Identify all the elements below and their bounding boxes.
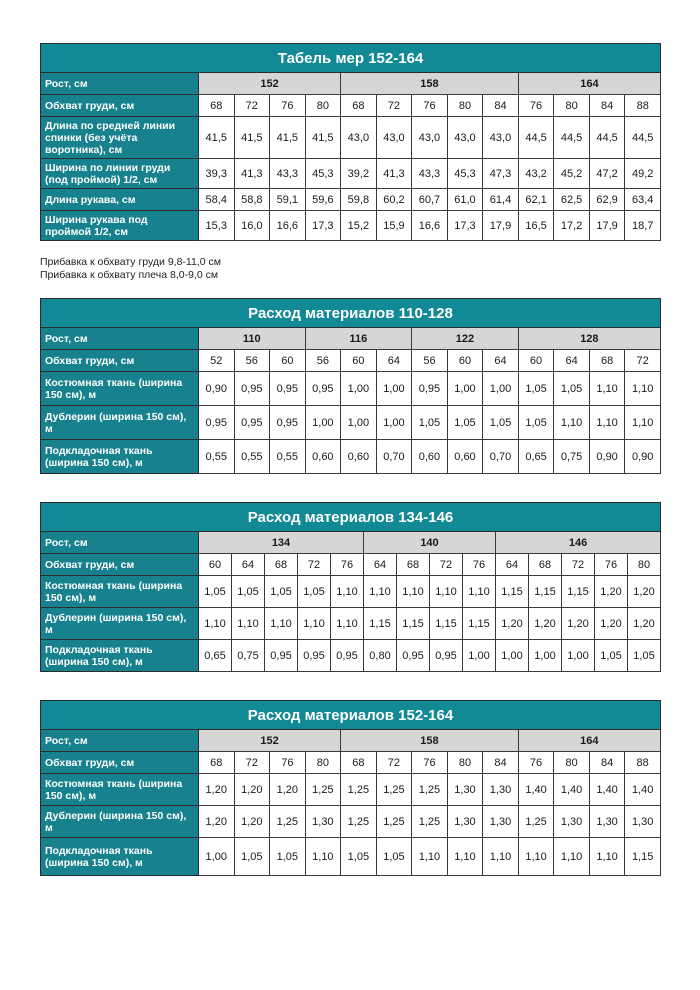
data-row bbox=[41, 211, 661, 241]
cell-value: 1,10 bbox=[625, 406, 661, 440]
table-materials-152-164 bbox=[40, 700, 661, 876]
cell-value: 1,30 bbox=[554, 806, 590, 838]
cell-value: 1,00 bbox=[199, 838, 235, 876]
cell-value: 41,5 bbox=[270, 117, 306, 159]
chest-value: 80 bbox=[305, 752, 341, 774]
chest-value: 68 bbox=[265, 554, 298, 576]
cell-value: 1,25 bbox=[412, 774, 448, 806]
cell-value: 41,5 bbox=[305, 117, 341, 159]
chest-value: 68 bbox=[397, 554, 430, 576]
chest-value: 80 bbox=[554, 95, 590, 117]
cell-value: 1,25 bbox=[376, 806, 412, 838]
title-row bbox=[41, 701, 661, 730]
cell-value: 1,05 bbox=[270, 838, 306, 876]
data-row bbox=[41, 117, 661, 159]
row-label: Дублерин (ширина 150 см), м bbox=[41, 806, 199, 838]
cell-value: 43,0 bbox=[483, 117, 519, 159]
cell-value: 0,95 bbox=[298, 640, 331, 672]
height-group-164: 164 bbox=[518, 73, 660, 95]
note-shoulder-ease: Прибавка к обхвату плеча 8,0-9,0 см bbox=[40, 269, 219, 281]
cell-value: 44,5 bbox=[589, 117, 625, 159]
cell-value: 16,0 bbox=[234, 211, 270, 241]
cell-value: 59,6 bbox=[305, 189, 341, 211]
table-materials-110-128 bbox=[40, 298, 661, 474]
chest-label: Обхват груди, см bbox=[41, 350, 199, 372]
cell-value: 17,2 bbox=[554, 211, 590, 241]
height-group-110: 110 bbox=[199, 328, 306, 350]
cell-value: 1,25 bbox=[341, 774, 377, 806]
cell-value: 1,25 bbox=[412, 806, 448, 838]
cell-value: 45,3 bbox=[447, 159, 483, 189]
cell-value: 0,90 bbox=[589, 440, 625, 474]
cell-value: 0,60 bbox=[447, 440, 483, 474]
cell-value: 1,05 bbox=[298, 576, 331, 608]
chest-value: 60 bbox=[447, 350, 483, 372]
cell-value: 16,6 bbox=[270, 211, 306, 241]
chest-value: 72 bbox=[562, 554, 595, 576]
title-row bbox=[41, 299, 661, 328]
cell-value: 0,55 bbox=[199, 440, 235, 474]
cell-value: 16,5 bbox=[518, 211, 554, 241]
chest-value: 76 bbox=[412, 752, 448, 774]
chest-value: 76 bbox=[463, 554, 496, 576]
note-chest-ease: Прибавка к обхвату груди 9,8-11,0 см bbox=[40, 256, 221, 268]
cell-value: 17,3 bbox=[305, 211, 341, 241]
cell-value: 0,65 bbox=[518, 440, 554, 474]
cell-value: 63,4 bbox=[625, 189, 661, 211]
cell-value: 43,0 bbox=[447, 117, 483, 159]
cell-value: 1,25 bbox=[518, 806, 554, 838]
cell-value: 1,15 bbox=[625, 838, 661, 876]
height-group-164: 164 bbox=[518, 730, 660, 752]
cell-value: 1,05 bbox=[232, 576, 265, 608]
cell-value: 1,10 bbox=[305, 838, 341, 876]
height-label: Рост, см bbox=[41, 328, 199, 350]
cell-value: 43,3 bbox=[270, 159, 306, 189]
cell-value: 1,15 bbox=[364, 608, 397, 640]
height-row bbox=[41, 532, 661, 554]
cell-value: 1,10 bbox=[589, 838, 625, 876]
data-row bbox=[41, 440, 661, 474]
chest-row bbox=[41, 95, 661, 117]
materials-110-128-block bbox=[40, 298, 660, 474]
chest-value: 80 bbox=[628, 554, 661, 576]
chest-label: Обхват груди, см bbox=[41, 95, 199, 117]
cell-value: 1,10 bbox=[554, 838, 590, 876]
chest-value: 72 bbox=[625, 350, 661, 372]
chest-value: 56 bbox=[412, 350, 448, 372]
height-label: Рост, см bbox=[41, 73, 199, 95]
data-row bbox=[41, 640, 661, 672]
height-group-140: 140 bbox=[364, 532, 496, 554]
cell-value: 1,10 bbox=[331, 576, 364, 608]
cell-value: 58,8 bbox=[234, 189, 270, 211]
cell-value: 1,05 bbox=[483, 406, 519, 440]
row-label: Подкладочная ткань (ширина 150 см), м bbox=[41, 640, 199, 672]
row-label: Ширина рукава под проймой 1/2, см bbox=[41, 211, 199, 241]
chest-value: 68 bbox=[589, 350, 625, 372]
chest-value: 80 bbox=[447, 95, 483, 117]
chest-value: 68 bbox=[529, 554, 562, 576]
cell-value: 1,05 bbox=[265, 576, 298, 608]
cell-value: 62,5 bbox=[554, 189, 590, 211]
chest-value: 64 bbox=[376, 350, 412, 372]
cell-value: 0,95 bbox=[265, 640, 298, 672]
cell-value: 44,5 bbox=[625, 117, 661, 159]
cell-value: 59,1 bbox=[270, 189, 306, 211]
chest-value: 76 bbox=[412, 95, 448, 117]
cell-value: 47,2 bbox=[589, 159, 625, 189]
cell-value: 43,0 bbox=[341, 117, 377, 159]
chest-value: 76 bbox=[518, 95, 554, 117]
row-label: Костюмная ткань (ширина 150 см), м bbox=[41, 576, 199, 608]
data-row bbox=[41, 159, 661, 189]
materials-152-164-block bbox=[40, 700, 660, 876]
cell-value: 1,25 bbox=[376, 774, 412, 806]
data-row bbox=[41, 806, 661, 838]
cell-value: 1,00 bbox=[447, 372, 483, 406]
chest-value: 72 bbox=[430, 554, 463, 576]
chest-value: 64 bbox=[364, 554, 397, 576]
cell-value: 0,75 bbox=[232, 640, 265, 672]
cell-value: 0,60 bbox=[412, 440, 448, 474]
data-row bbox=[41, 774, 661, 806]
height-row bbox=[41, 73, 661, 95]
row-label: Ширина по линии груди (под проймой) 1/2, см bbox=[41, 159, 199, 189]
data-row bbox=[41, 372, 661, 406]
cell-value: 1,10 bbox=[298, 608, 331, 640]
materials-134-146-block bbox=[40, 502, 660, 672]
cell-value: 1,10 bbox=[447, 838, 483, 876]
height-group-122: 122 bbox=[412, 328, 519, 350]
height-group-158: 158 bbox=[341, 730, 519, 752]
chest-value: 52 bbox=[199, 350, 235, 372]
cell-value: 1,20 bbox=[529, 608, 562, 640]
cell-value: 1,20 bbox=[562, 608, 595, 640]
table-title: Табель мер 152-164 bbox=[41, 44, 661, 73]
height-label: Рост, см bbox=[41, 730, 199, 752]
measurements-table-block bbox=[40, 43, 660, 241]
cell-value: 1,00 bbox=[341, 372, 377, 406]
cell-value: 17,9 bbox=[483, 211, 519, 241]
cell-value: 41,3 bbox=[376, 159, 412, 189]
cell-value: 1,00 bbox=[376, 406, 412, 440]
chest-value: 64 bbox=[232, 554, 265, 576]
chest-value: 68 bbox=[199, 95, 235, 117]
cell-value: 0,55 bbox=[234, 440, 270, 474]
cell-value: 0,55 bbox=[270, 440, 306, 474]
chest-value: 60 bbox=[270, 350, 306, 372]
cell-value: 0,95 bbox=[331, 640, 364, 672]
chest-value: 84 bbox=[589, 752, 625, 774]
cell-value: 0,60 bbox=[341, 440, 377, 474]
chest-value: 68 bbox=[341, 95, 377, 117]
title-row bbox=[41, 503, 661, 532]
height-group-152: 152 bbox=[199, 73, 341, 95]
height-group-128: 128 bbox=[518, 328, 660, 350]
chest-value: 60 bbox=[199, 554, 232, 576]
cell-value: 1,20 bbox=[496, 608, 529, 640]
cell-value: 1,10 bbox=[483, 838, 519, 876]
cell-value: 58,4 bbox=[199, 189, 235, 211]
cell-value: 1,20 bbox=[199, 806, 235, 838]
cell-value: 1,05 bbox=[341, 838, 377, 876]
cell-value: 1,05 bbox=[595, 640, 628, 672]
height-row bbox=[41, 328, 661, 350]
row-label: Дублерин (ширина 150 см), м bbox=[41, 406, 199, 440]
height-group-134: 134 bbox=[199, 532, 364, 554]
cell-value: 15,3 bbox=[199, 211, 235, 241]
data-row bbox=[41, 838, 661, 876]
cell-value: 0,60 bbox=[305, 440, 341, 474]
chest-value: 80 bbox=[554, 752, 590, 774]
cell-value: 1,15 bbox=[562, 576, 595, 608]
height-group-116: 116 bbox=[305, 328, 412, 350]
cell-value: 1,05 bbox=[412, 406, 448, 440]
chest-value: 84 bbox=[483, 752, 519, 774]
cell-value: 0,95 bbox=[305, 372, 341, 406]
cell-value: 0,95 bbox=[397, 640, 430, 672]
cell-value: 1,30 bbox=[447, 774, 483, 806]
cell-value: 1,10 bbox=[463, 576, 496, 608]
cell-value: 1,30 bbox=[483, 774, 519, 806]
cell-value: 0,95 bbox=[234, 406, 270, 440]
cell-value: 1,10 bbox=[625, 372, 661, 406]
data-row bbox=[41, 608, 661, 640]
height-label: Рост, см bbox=[41, 532, 199, 554]
height-group-146: 146 bbox=[496, 532, 661, 554]
row-label: Костюмная ткань (ширина 150 см), м bbox=[41, 774, 199, 806]
cell-value: 1,10 bbox=[199, 608, 232, 640]
cell-value: 1,15 bbox=[496, 576, 529, 608]
cell-value: 1,05 bbox=[234, 838, 270, 876]
table-measurements-152-164 bbox=[40, 43, 661, 241]
cell-value: 41,3 bbox=[234, 159, 270, 189]
cell-value: 16,6 bbox=[412, 211, 448, 241]
cell-value: 0,90 bbox=[199, 372, 235, 406]
chest-value: 60 bbox=[341, 350, 377, 372]
chest-value: 72 bbox=[234, 95, 270, 117]
cell-value: 1,20 bbox=[628, 608, 661, 640]
cell-value: 62,1 bbox=[518, 189, 554, 211]
cell-value: 1,10 bbox=[265, 608, 298, 640]
cell-value: 0,95 bbox=[430, 640, 463, 672]
cell-value: 1,10 bbox=[364, 576, 397, 608]
cell-value: 60,7 bbox=[412, 189, 448, 211]
cell-value: 41,5 bbox=[199, 117, 235, 159]
chest-value: 76 bbox=[270, 752, 306, 774]
cell-value: 1,15 bbox=[430, 608, 463, 640]
cell-value: 39,2 bbox=[341, 159, 377, 189]
cell-value: 1,40 bbox=[625, 774, 661, 806]
data-row bbox=[41, 576, 661, 608]
cell-value: 1,05 bbox=[447, 406, 483, 440]
cell-value: 43,2 bbox=[518, 159, 554, 189]
row-label: Костюмная ткань (ширина 150 см), м bbox=[41, 372, 199, 406]
cell-value: 44,5 bbox=[518, 117, 554, 159]
chest-value: 72 bbox=[298, 554, 331, 576]
row-label: Длина рукава, см bbox=[41, 189, 199, 211]
chest-value: 80 bbox=[305, 95, 341, 117]
row-label: Подкладочная ткань (ширина 150 см), м bbox=[41, 838, 199, 876]
cell-value: 1,00 bbox=[341, 406, 377, 440]
cell-value: 43,0 bbox=[376, 117, 412, 159]
notes bbox=[40, 256, 221, 282]
chest-value: 76 bbox=[331, 554, 364, 576]
cell-value: 1,10 bbox=[518, 838, 554, 876]
height-group-158: 158 bbox=[341, 73, 519, 95]
cell-value: 1,40 bbox=[589, 774, 625, 806]
chest-row bbox=[41, 752, 661, 774]
chest-label: Обхват груди, см bbox=[41, 752, 199, 774]
cell-value: 0,95 bbox=[234, 372, 270, 406]
chest-value: 64 bbox=[554, 350, 590, 372]
cell-value: 1,10 bbox=[232, 608, 265, 640]
cell-value: 1,10 bbox=[430, 576, 463, 608]
cell-value: 0,70 bbox=[376, 440, 412, 474]
chest-value: 68 bbox=[341, 752, 377, 774]
cell-value: 1,25 bbox=[270, 806, 306, 838]
cell-value: 39,3 bbox=[199, 159, 235, 189]
chest-value: 72 bbox=[376, 95, 412, 117]
cell-value: 18,7 bbox=[625, 211, 661, 241]
cell-value: 0,90 bbox=[625, 440, 661, 474]
chest-row bbox=[41, 350, 661, 372]
cell-value: 59,8 bbox=[341, 189, 377, 211]
cell-value: 1,30 bbox=[483, 806, 519, 838]
cell-value: 1,30 bbox=[447, 806, 483, 838]
cell-value: 0,80 bbox=[364, 640, 397, 672]
cell-value: 1,20 bbox=[270, 774, 306, 806]
cell-value: 1,25 bbox=[305, 774, 341, 806]
chest-value: 56 bbox=[234, 350, 270, 372]
row-label: Подкладочная ткань (ширина 150 см), м bbox=[41, 440, 199, 474]
data-row bbox=[41, 406, 661, 440]
row-label: Дублерин (ширина 150 см), м bbox=[41, 608, 199, 640]
cell-value: 1,40 bbox=[554, 774, 590, 806]
chest-value: 72 bbox=[234, 752, 270, 774]
cell-value: 1,10 bbox=[589, 372, 625, 406]
cell-value: 17,9 bbox=[589, 211, 625, 241]
cell-value: 1,30 bbox=[305, 806, 341, 838]
chest-value: 64 bbox=[496, 554, 529, 576]
chest-value: 64 bbox=[483, 350, 519, 372]
cell-value: 1,05 bbox=[376, 838, 412, 876]
chest-value: 76 bbox=[595, 554, 628, 576]
chest-value: 84 bbox=[483, 95, 519, 117]
cell-value: 1,20 bbox=[199, 774, 235, 806]
chest-value: 76 bbox=[518, 752, 554, 774]
cell-value: 1,00 bbox=[496, 640, 529, 672]
data-row bbox=[41, 189, 661, 211]
cell-value: 0,70 bbox=[483, 440, 519, 474]
table-title: Расход материалов 110-128 bbox=[41, 299, 661, 328]
chest-value: 84 bbox=[589, 95, 625, 117]
cell-value: 1,00 bbox=[463, 640, 496, 672]
table-title: Расход материалов 134-146 bbox=[41, 503, 661, 532]
cell-value: 0,65 bbox=[199, 640, 232, 672]
chest-row bbox=[41, 554, 661, 576]
cell-value: 49,2 bbox=[625, 159, 661, 189]
cell-value: 1,00 bbox=[529, 640, 562, 672]
cell-value: 1,10 bbox=[554, 406, 590, 440]
cell-value: 44,5 bbox=[554, 117, 590, 159]
cell-value: 1,30 bbox=[625, 806, 661, 838]
chest-value: 56 bbox=[305, 350, 341, 372]
cell-value: 1,10 bbox=[397, 576, 430, 608]
cell-value: 45,3 bbox=[305, 159, 341, 189]
cell-value: 1,00 bbox=[376, 372, 412, 406]
cell-value: 0,95 bbox=[270, 372, 306, 406]
cell-value: 0,95 bbox=[270, 406, 306, 440]
cell-value: 45,2 bbox=[554, 159, 590, 189]
cell-value: 15,9 bbox=[376, 211, 412, 241]
chest-value: 80 bbox=[447, 752, 483, 774]
cell-value: 41,5 bbox=[234, 117, 270, 159]
cell-value: 0,95 bbox=[199, 406, 235, 440]
cell-value: 1,10 bbox=[589, 406, 625, 440]
cell-value: 1,00 bbox=[562, 640, 595, 672]
cell-value: 47,3 bbox=[483, 159, 519, 189]
height-group-152: 152 bbox=[199, 730, 341, 752]
title-row bbox=[41, 44, 661, 73]
cell-value: 1,15 bbox=[463, 608, 496, 640]
cell-value: 43,0 bbox=[412, 117, 448, 159]
table-materials-134-146 bbox=[40, 502, 661, 672]
cell-value: 1,05 bbox=[518, 406, 554, 440]
cell-value: 1,05 bbox=[199, 576, 232, 608]
cell-value: 60,2 bbox=[376, 189, 412, 211]
cell-value: 1,05 bbox=[554, 372, 590, 406]
cell-value: 61,4 bbox=[483, 189, 519, 211]
cell-value: 1,40 bbox=[518, 774, 554, 806]
cell-value: 0,95 bbox=[412, 372, 448, 406]
chest-value: 76 bbox=[270, 95, 306, 117]
chest-label: Обхват груди, см bbox=[41, 554, 199, 576]
chest-value: 60 bbox=[518, 350, 554, 372]
table-title: Расход материалов 152-164 bbox=[41, 701, 661, 730]
cell-value: 1,10 bbox=[412, 838, 448, 876]
cell-value: 43,3 bbox=[412, 159, 448, 189]
cell-value: 1,00 bbox=[483, 372, 519, 406]
cell-value: 1,20 bbox=[628, 576, 661, 608]
chest-value: 88 bbox=[625, 95, 661, 117]
cell-value: 61,0 bbox=[447, 189, 483, 211]
cell-value: 1,10 bbox=[331, 608, 364, 640]
cell-value: 62,9 bbox=[589, 189, 625, 211]
cell-value: 1,25 bbox=[341, 806, 377, 838]
cell-value: 1,30 bbox=[589, 806, 625, 838]
cell-value: 0,75 bbox=[554, 440, 590, 474]
cell-value: 1,15 bbox=[529, 576, 562, 608]
cell-value: 15,2 bbox=[341, 211, 377, 241]
cell-value: 1,20 bbox=[234, 774, 270, 806]
cell-value: 1,05 bbox=[628, 640, 661, 672]
cell-value: 1,20 bbox=[595, 608, 628, 640]
cell-value: 1,15 bbox=[397, 608, 430, 640]
cell-value: 1,05 bbox=[518, 372, 554, 406]
cell-value: 1,20 bbox=[595, 576, 628, 608]
cell-value: 1,00 bbox=[305, 406, 341, 440]
cell-value: 17,3 bbox=[447, 211, 483, 241]
chest-value: 72 bbox=[376, 752, 412, 774]
chest-value: 68 bbox=[199, 752, 235, 774]
row-label: Длина по средней линии спинки (без учёта воротника), см bbox=[41, 117, 199, 159]
height-row bbox=[41, 730, 661, 752]
cell-value: 1,20 bbox=[234, 806, 270, 838]
chest-value: 88 bbox=[625, 752, 661, 774]
